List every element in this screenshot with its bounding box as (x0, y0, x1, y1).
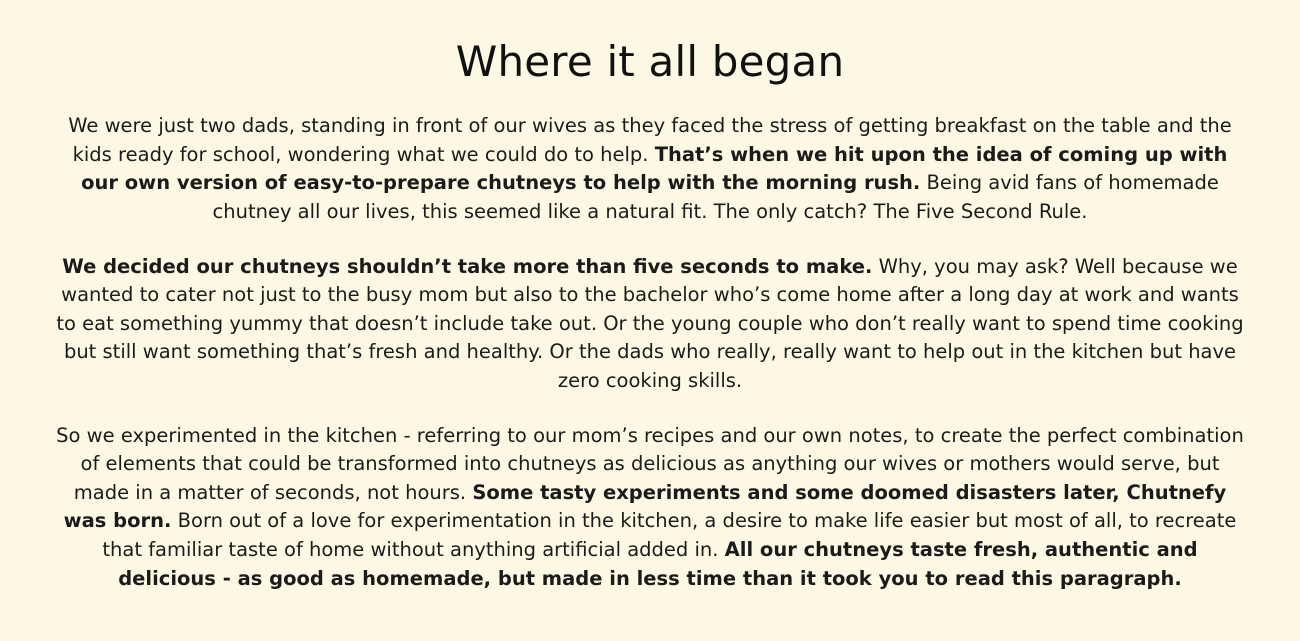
emphasis-text: We decided our chutneys shouldn’t take more than five seconds to make. (62, 254, 873, 278)
emphasis-text: That’s when we hit upon the idea of coming up with our own version of easy-to-prepare chutneys to help with the morning rush. (81, 142, 1228, 195)
body-text: We were just two dads, standing in front of our wives as they faced the stress of getting breakfast on the table and the kids ready for school, wondering what we could do to help. (68, 114, 1232, 166)
story-paragraph (55, 422, 1245, 594)
story-paragraph (55, 112, 1245, 226)
page-title: Where it all began (455, 37, 845, 86)
body-text: Being avid fans of homemade chutney all our lives, this seemed like a natural fit. The only catch? The Five Second Rule. (212, 171, 1219, 224)
story-paragraph (55, 253, 1245, 396)
body-text: So we experimented in the kitchen - referring to our mom’s recipes and our own notes, to create the perfect combination of elements that could be transformed into chutneys as delicious as anything our wives or mothers would serve, but made in a matter of seconds, not hours. (56, 423, 1244, 504)
emphasis-text: Some tasty experiments and some doomed disasters later, Chutnefy was born. (63, 480, 1227, 533)
story-body (55, 112, 1245, 593)
body-text: Born out of a love for experimentation in the kitchen, a desire to make life easier but most of all, to recreate that familiar taste of home without anything artificial added in. (102, 509, 1237, 562)
body-text: Why, you may ask? Well because we wanted to cater not just to the busy mom but also to the bachelor who’s come home after a long day at work and wants to eat something yummy that doesn’t include take out. Or the young couple who don’t really want to spend time cooking but still want something that’s fresh and healthy. Or the dads who really, really want to help out in the kitchen but have zero cooking skills. (56, 254, 1244, 393)
emphasis-text: All our chutneys taste fresh, authentic and delicious - as good as homemade, but made in less time than it took you to read this paragraph. (118, 538, 1198, 590)
